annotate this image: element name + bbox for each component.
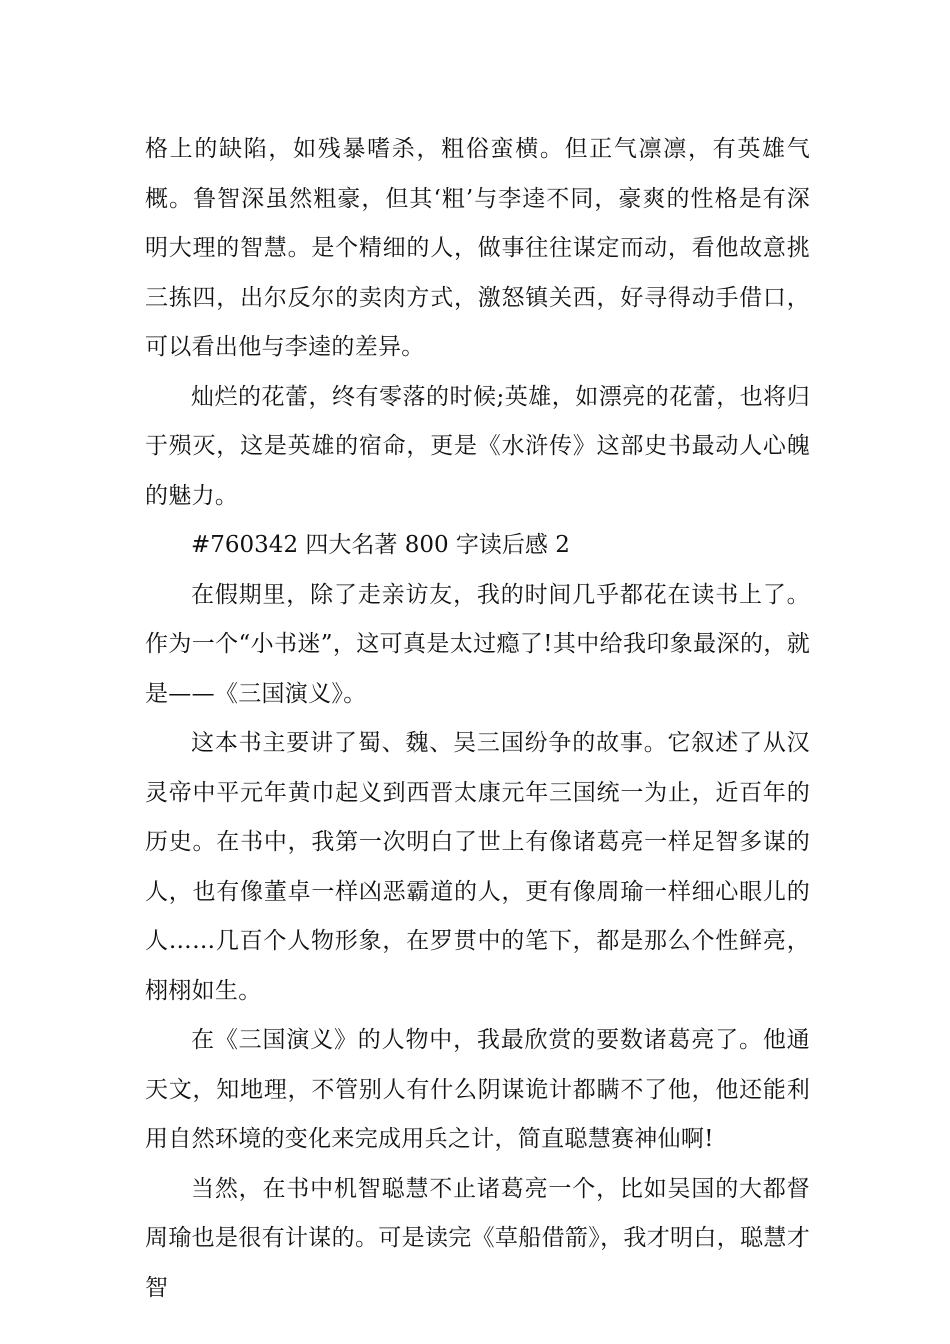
section-heading: #760342 四大名著 800 字读后感 2 [191,532,570,558]
paragraph-zhou-yu: 当然，在书中机智聪慧不止诸葛亮一个，比如吴国的大都督周瑜也是很有计谋的。可是读完《草船借箭》，我才明白，聪慧才智 [145,1175,810,1301]
paragraph-zhuge-liang: 在《三国演义》的人物中，我最欣赏的要数诸葛亮了。他通天文，知地理，不管别人有什么阴谋诡计都瞒不了他，他还能利用自然环境的变化来完成用兵之计，简直聪慧赛神仙啊! [145,1027,810,1152]
paragraph-book-summary: 这本书主要讲了蜀、魏、吴三国纷争的故事。它叙述了从汉灵帝中平元年黄巾起义到西晋太康元年三国统一为止，近百年的历史。在书中，我第一次明白了世上有像诸葛亮一样足智多谋的人，也有像董卓一样凶恶霸道的人，更有像周瑜一样细心眼儿的人……几百个人物形象，在罗贯中的笔下，都是那么个性鲜亮，栩栩如生。 [145,730,810,1004]
paragraph-holiday-reading: 在假期里，除了走亲访友，我的时间几乎都花在读书上了。作为一个“小书迷”，这可真是太过瘾了!其中给我印象最深的，就是——《三国演义》。 [145,581,810,707]
document-body [145,125,810,1313]
paragraph-continuation: 格上的缺陷，如残暴嗜杀，粗俗蛮横。但正气凛凛，有英雄气概。鲁智深虽然粗豪，但其‘粗’与李逵不同，豪爽的性格是有深明大理的智慧。是个精细的人，做事往往谋定而动，看他故意挑三拣四，出尔反尔的卖肉方式，激怒镇关西，好寻得动手借口，可以看出他与李逵的差异。 [145,136,810,360]
paragraph-hero-destiny: 灿烂的花蕾，终有零落的时候;英雄，如漂亮的花蕾，也将归于殒灭，这是英雄的宿命，更是《水浒传》这部史书最动人心魄的魅力。 [145,383,810,509]
